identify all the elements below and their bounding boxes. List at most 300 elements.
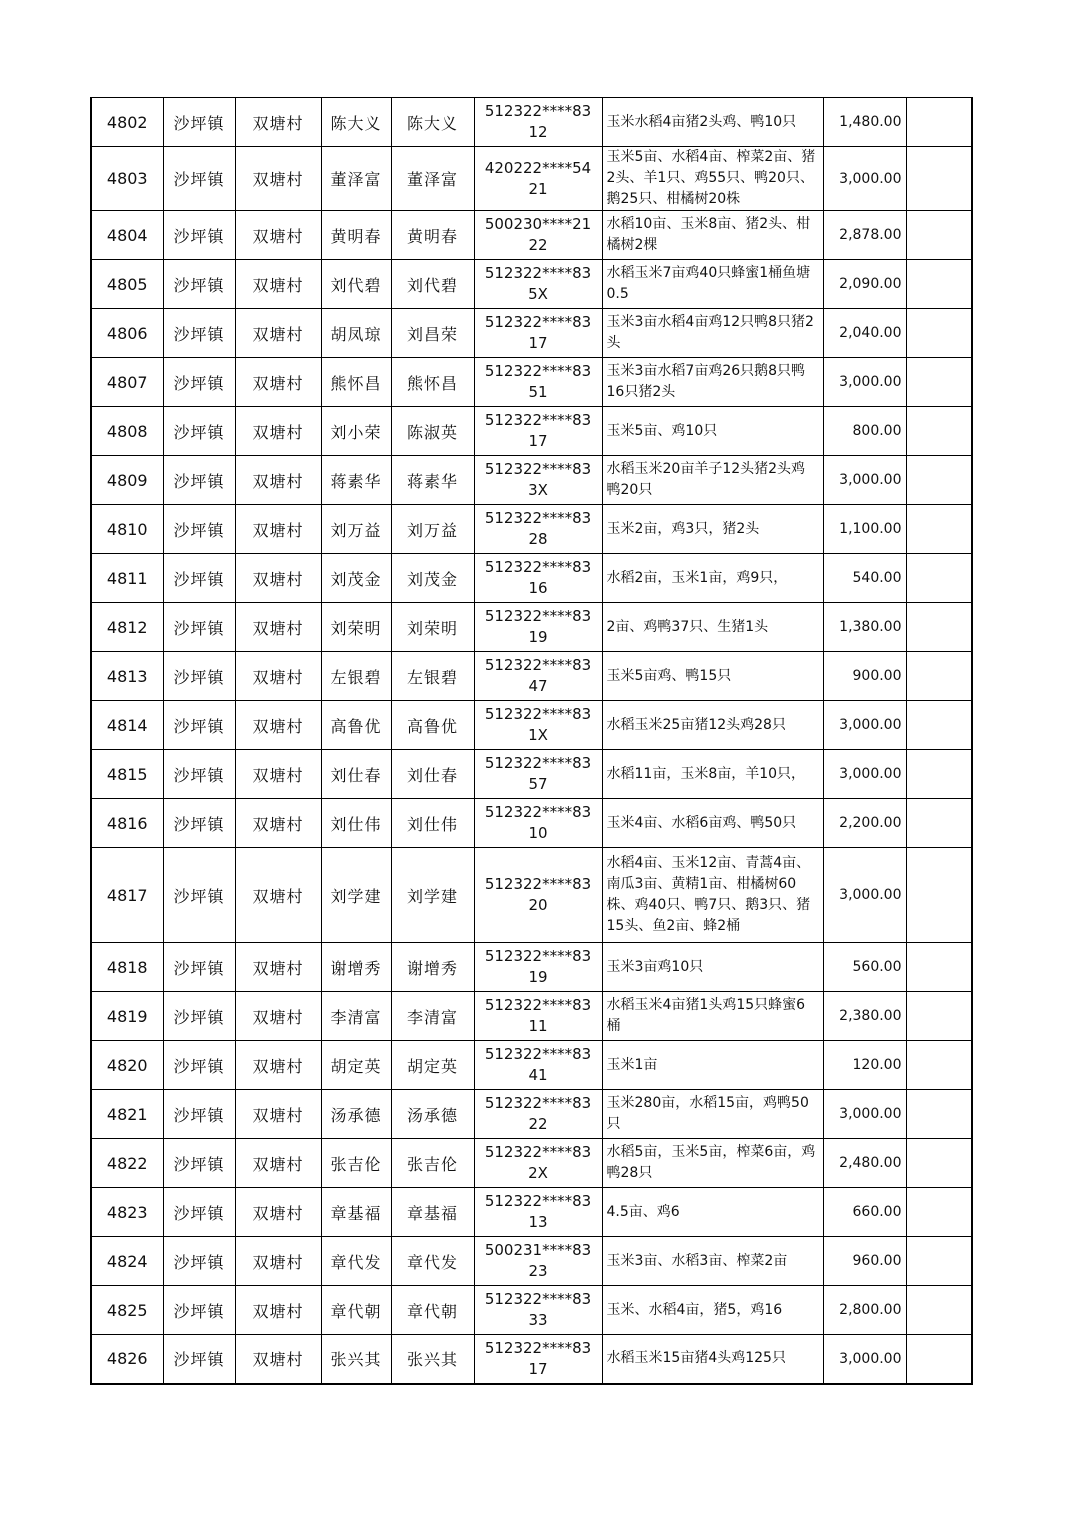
id-number-line-2: 13 [528, 1213, 548, 1231]
blank-cell [906, 848, 972, 943]
amount-cell: 800.00 [823, 407, 906, 456]
description-cell: 水稻4亩、玉米12亩、青蒿4亩、南瓜3亩、黄精1亩、柑橘树60株、鸡40只、鸭7只、鹅3只、猪15头、鱼2亩、蜂2桶 [602, 848, 823, 943]
table-row [91, 260, 972, 309]
description-cell: 玉米5亩、鸡10只 [602, 407, 823, 456]
village-cell: 双塘村 [235, 799, 321, 848]
id-number-cell [474, 1139, 602, 1188]
description-cell: 水稻玉米15亩猪4头鸡125只 [602, 1335, 823, 1384]
name-cell: 刘学建 [321, 848, 391, 943]
blank-cell [906, 652, 972, 701]
name-cell: 刘代碧 [321, 260, 391, 309]
id-number-line-2: 19 [528, 968, 548, 986]
village-cell: 双塘村 [235, 407, 321, 456]
id-number-line-2: 19 [528, 628, 548, 646]
village-cell: 双塘村 [235, 505, 321, 554]
village-cell: 双塘村 [235, 554, 321, 603]
blank-cell [906, 603, 972, 652]
blank-cell [906, 799, 972, 848]
id-number-line-2: 17 [528, 1359, 548, 1378]
description-cell: 玉米280亩，水稻15亩，鸡鸭50只 [602, 1090, 823, 1139]
id-number-cell [474, 750, 602, 799]
description-cell: 水稻5亩，玉米5亩，榨菜6亩，鸡鸭28只 [602, 1139, 823, 1188]
row-number-cell: 4820 [91, 1041, 163, 1090]
id-number-line-1: 512322****83 [484, 754, 592, 772]
amount-cell: 560.00 [823, 943, 906, 992]
name-cell: 高鲁优 [321, 701, 391, 750]
town-cell: 沙坪镇 [163, 505, 235, 554]
row-number-cell: 4822 [91, 1139, 163, 1188]
name-cell: 刘茂金 [321, 554, 391, 603]
name-cell: 陈大义 [321, 98, 391, 147]
table-row [91, 1286, 972, 1335]
holder-cell: 陈大义 [391, 98, 474, 147]
row-number-cell: 4812 [91, 603, 163, 652]
id-number-line-2: 10 [528, 824, 548, 842]
name-cell: 熊怀昌 [321, 358, 391, 407]
id-number-line-2: 21 [528, 179, 548, 198]
name-cell: 黄明春 [321, 211, 391, 260]
holder-cell: 张兴其 [391, 1335, 474, 1384]
description-cell: 水稻玉米7亩鸡40只蜂蜜1桶鱼塘0.5 [602, 260, 823, 309]
table-row [91, 799, 972, 848]
holder-cell: 刘学建 [391, 848, 474, 943]
id-number-cell [474, 211, 602, 260]
id-number-line-2: 33 [528, 1311, 548, 1329]
description-cell: 玉米3亩、水稻3亩、榨菜2亩 [602, 1237, 823, 1286]
row-number-cell: 4809 [91, 456, 163, 505]
id-number-cell [474, 456, 602, 505]
description-cell: 玉米3亩鸡10只 [602, 943, 823, 992]
row-number-cell: 4819 [91, 992, 163, 1041]
table-row [91, 407, 972, 456]
row-number-cell: 4810 [91, 505, 163, 554]
table-row [91, 943, 972, 992]
blank-cell [906, 147, 972, 211]
blank-cell [906, 358, 972, 407]
holder-cell: 胡定英 [391, 1041, 474, 1090]
amount-cell: 3,000.00 [823, 1090, 906, 1139]
table-row [91, 603, 972, 652]
blank-cell [906, 750, 972, 799]
table-row [91, 992, 972, 1041]
town-cell: 沙坪镇 [163, 1237, 235, 1286]
holder-cell: 刘万益 [391, 505, 474, 554]
amount-cell: 660.00 [823, 1188, 906, 1237]
amount-cell: 3,000.00 [823, 147, 906, 211]
row-number-cell: 4826 [91, 1335, 163, 1384]
description-cell: 水稻11亩，玉米8亩，羊10只， [602, 750, 823, 799]
holder-cell: 张吉伦 [391, 1139, 474, 1188]
name-cell: 刘仕伟 [321, 799, 391, 848]
amount-cell: 2,040.00 [823, 309, 906, 358]
town-cell: 沙坪镇 [163, 1188, 235, 1237]
town-cell: 沙坪镇 [163, 309, 235, 358]
id-number-line-1: 512322****83 [484, 264, 592, 282]
blank-cell [906, 309, 972, 358]
table-row [91, 98, 972, 147]
amount-cell: 2,090.00 [823, 260, 906, 309]
name-cell: 章代发 [321, 1237, 391, 1286]
row-number-cell: 4823 [91, 1188, 163, 1237]
village-cell: 双塘村 [235, 1286, 321, 1335]
row-number-cell: 4814 [91, 701, 163, 750]
id-number-cell [474, 505, 602, 554]
description-cell: 水稻玉米25亩猪12头鸡28只 [602, 701, 823, 750]
town-cell: 沙坪镇 [163, 652, 235, 701]
blank-cell [906, 1188, 972, 1237]
holder-cell: 左银碧 [391, 652, 474, 701]
id-number-line-1: 512322****83 [484, 411, 592, 429]
town-cell: 沙坪镇 [163, 750, 235, 799]
description-cell: 玉米3亩水稻4亩鸡12只鸭8只猪2头 [602, 309, 823, 358]
description-cell: 水稻10亩、玉米8亩、猪2头、柑橘树2棵 [602, 211, 823, 260]
holder-cell: 黄明春 [391, 211, 474, 260]
blank-cell [906, 1090, 972, 1139]
town-cell: 沙坪镇 [163, 211, 235, 260]
blank-cell [906, 943, 972, 992]
village-cell: 双塘村 [235, 147, 321, 211]
id-number-cell [474, 1041, 602, 1090]
id-number-line-1: 512322****83 [484, 313, 592, 331]
village-cell: 双塘村 [235, 750, 321, 799]
id-number-line-2: 11 [528, 1017, 548, 1035]
blank-cell [906, 1286, 972, 1335]
name-cell: 谢增秀 [321, 943, 391, 992]
id-number-cell [474, 1237, 602, 1286]
village-cell: 双塘村 [235, 848, 321, 943]
village-cell: 双塘村 [235, 992, 321, 1041]
description-cell: 玉米5亩鸡、鸭15只 [602, 652, 823, 701]
id-number-line-1: 500231****83 [484, 1241, 592, 1259]
id-number-line-1: 512322****83 [484, 1192, 592, 1210]
id-number-line-1: 512322****83 [484, 803, 592, 821]
id-number-cell [474, 358, 602, 407]
town-cell: 沙坪镇 [163, 554, 235, 603]
row-number-cell: 4821 [91, 1090, 163, 1139]
holder-cell: 刘代碧 [391, 260, 474, 309]
id-number-line-2: 1X [528, 726, 548, 744]
table-row [91, 848, 972, 943]
table-row [91, 1237, 972, 1286]
table-row [91, 652, 972, 701]
holder-cell: 刘仕伟 [391, 799, 474, 848]
name-cell: 左银碧 [321, 652, 391, 701]
town-cell: 沙坪镇 [163, 943, 235, 992]
row-number-cell: 4803 [91, 147, 163, 211]
amount-cell: 2,380.00 [823, 992, 906, 1041]
name-cell: 胡定英 [321, 1041, 391, 1090]
id-number-line-2: 3X [528, 481, 548, 499]
amount-cell: 1,480.00 [823, 98, 906, 147]
town-cell: 沙坪镇 [163, 1335, 235, 1384]
id-number-line-2: 16 [528, 579, 548, 597]
table-row [91, 147, 972, 211]
id-number-line-2: 57 [528, 775, 548, 793]
id-number-line-1: 500230****21 [484, 215, 592, 233]
amount-cell: 900.00 [823, 652, 906, 701]
blank-cell [906, 98, 972, 147]
id-number-cell [474, 1335, 602, 1384]
holder-cell: 刘荣明 [391, 603, 474, 652]
row-number-cell: 4817 [91, 848, 163, 943]
amount-cell: 2,800.00 [823, 1286, 906, 1335]
table-row [91, 1188, 972, 1237]
description-cell: 玉米水稻4亩猪2头鸡、鸭10只 [602, 98, 823, 147]
id-number-cell [474, 98, 602, 147]
village-cell: 双塘村 [235, 1090, 321, 1139]
id-number-cell [474, 554, 602, 603]
name-cell: 章基福 [321, 1188, 391, 1237]
holder-cell: 高鲁优 [391, 701, 474, 750]
holder-cell: 汤承德 [391, 1090, 474, 1139]
id-number-line-2: 2X [528, 1164, 548, 1182]
id-number-cell [474, 943, 602, 992]
description-cell: 4.5亩、鸡6 [602, 1188, 823, 1237]
id-number-cell [474, 799, 602, 848]
town-cell: 沙坪镇 [163, 1286, 235, 1335]
holder-cell: 陈淑英 [391, 407, 474, 456]
holder-cell: 章基福 [391, 1188, 474, 1237]
town-cell: 沙坪镇 [163, 98, 235, 147]
id-number-line-1: 512322****83 [484, 509, 592, 527]
id-number-cell [474, 407, 602, 456]
records-table [90, 97, 973, 1385]
id-number-line-2: 17 [528, 432, 548, 450]
id-number-line-1: 512322****83 [484, 1045, 592, 1063]
village-cell: 双塘村 [235, 98, 321, 147]
town-cell: 沙坪镇 [163, 260, 235, 309]
id-number-line-1: 512322****83 [484, 1143, 592, 1161]
amount-cell: 3,000.00 [823, 456, 906, 505]
amount-cell: 3,000.00 [823, 848, 906, 943]
id-number-line-1: 512322****83 [484, 947, 592, 965]
id-number-line-1: 512322****83 [484, 656, 592, 674]
id-number-line-1: 512322****83 [484, 558, 592, 576]
table-row [91, 505, 972, 554]
blank-cell [906, 260, 972, 309]
row-number-cell: 4805 [91, 260, 163, 309]
village-cell: 双塘村 [235, 1237, 321, 1286]
amount-cell: 1,380.00 [823, 603, 906, 652]
id-number-cell [474, 1188, 602, 1237]
amount-cell: 960.00 [823, 1237, 906, 1286]
holder-cell: 刘茂金 [391, 554, 474, 603]
holder-cell: 董泽富 [391, 147, 474, 211]
id-number-cell [474, 309, 602, 358]
name-cell: 张吉伦 [321, 1139, 391, 1188]
id-number-line-1: 512322****83 [484, 705, 592, 723]
blank-cell [906, 505, 972, 554]
row-number-cell: 4804 [91, 211, 163, 260]
village-cell: 双塘村 [235, 1139, 321, 1188]
village-cell: 双塘村 [235, 309, 321, 358]
holder-cell: 章代朝 [391, 1286, 474, 1335]
id-number-line-2: 22 [528, 1115, 548, 1133]
description-cell: 水稻2亩，玉米1亩，鸡9只， [602, 554, 823, 603]
village-cell: 双塘村 [235, 456, 321, 505]
id-number-cell [474, 147, 602, 211]
amount-cell: 120.00 [823, 1041, 906, 1090]
town-cell: 沙坪镇 [163, 1139, 235, 1188]
table-row [91, 1335, 972, 1384]
table-row [91, 554, 972, 603]
id-number-line-1: 512322****83 [484, 1338, 592, 1357]
table-row [91, 456, 972, 505]
blank-cell [906, 992, 972, 1041]
id-number-line-2: 41 [528, 1066, 548, 1084]
table-row [91, 750, 972, 799]
id-number-line-1: 512322****83 [484, 996, 592, 1014]
id-number-line-1: 512322****83 [484, 362, 592, 380]
town-cell: 沙坪镇 [163, 1090, 235, 1139]
village-cell: 双塘村 [235, 603, 321, 652]
amount-cell: 3,000.00 [823, 701, 906, 750]
village-cell: 双塘村 [235, 358, 321, 407]
name-cell: 章代朝 [321, 1286, 391, 1335]
town-cell: 沙坪镇 [163, 701, 235, 750]
blank-cell [906, 1335, 972, 1384]
table-row [91, 1090, 972, 1139]
amount-cell: 3,000.00 [823, 750, 906, 799]
id-number-line-1: 512322****83 [484, 875, 592, 893]
blank-cell [906, 554, 972, 603]
village-cell: 双塘村 [235, 260, 321, 309]
id-number-line-2: 17 [528, 334, 548, 352]
town-cell: 沙坪镇 [163, 407, 235, 456]
name-cell: 汤承德 [321, 1090, 391, 1139]
holder-cell: 李清富 [391, 992, 474, 1041]
id-number-line-2: 23 [528, 1262, 548, 1280]
village-cell: 双塘村 [235, 701, 321, 750]
id-number-line-1: 512322****83 [484, 1094, 592, 1112]
id-number-line-1: 512322****83 [484, 460, 592, 478]
amount-cell: 2,200.00 [823, 799, 906, 848]
town-cell: 沙坪镇 [163, 848, 235, 943]
description-cell: 玉米3亩水稻7亩鸡26只鹅8只鸭16只猪2头 [602, 358, 823, 407]
town-cell: 沙坪镇 [163, 358, 235, 407]
id-number-cell [474, 260, 602, 309]
description-cell: 玉米2亩，鸡3只，猪2头 [602, 505, 823, 554]
id-number-line-1: 512322****83 [484, 102, 592, 120]
row-number-cell: 4815 [91, 750, 163, 799]
row-number-cell: 4807 [91, 358, 163, 407]
village-cell: 双塘村 [235, 1188, 321, 1237]
blank-cell [906, 407, 972, 456]
id-number-cell [474, 652, 602, 701]
town-cell: 沙坪镇 [163, 603, 235, 652]
name-cell: 刘荣明 [321, 603, 391, 652]
id-number-cell [474, 701, 602, 750]
name-cell: 蒋素华 [321, 456, 391, 505]
name-cell: 刘小荣 [321, 407, 391, 456]
row-number-cell: 4824 [91, 1237, 163, 1286]
holder-cell: 刘仕春 [391, 750, 474, 799]
row-number-cell: 4818 [91, 943, 163, 992]
id-number-cell [474, 1286, 602, 1335]
id-number-line-1: 420222****54 [484, 158, 592, 177]
town-cell: 沙坪镇 [163, 456, 235, 505]
village-cell: 双塘村 [235, 652, 321, 701]
name-cell: 胡凤琼 [321, 309, 391, 358]
amount-cell: 3,000.00 [823, 1335, 906, 1384]
town-cell: 沙坪镇 [163, 147, 235, 211]
row-number-cell: 4816 [91, 799, 163, 848]
holder-cell: 谢增秀 [391, 943, 474, 992]
village-cell: 双塘村 [235, 943, 321, 992]
holder-cell: 熊怀昌 [391, 358, 474, 407]
table-row [91, 1041, 972, 1090]
amount-cell: 3,000.00 [823, 358, 906, 407]
row-number-cell: 4808 [91, 407, 163, 456]
blank-cell [906, 1139, 972, 1188]
name-cell: 刘仕春 [321, 750, 391, 799]
description-cell: 玉米、水稻4亩，猪5，鸡16 [602, 1286, 823, 1335]
id-number-line-2: 12 [528, 123, 548, 141]
id-number-line-2: 20 [528, 896, 548, 914]
id-number-line-2: 28 [528, 530, 548, 548]
id-number-cell [474, 1090, 602, 1139]
town-cell: 沙坪镇 [163, 992, 235, 1041]
village-cell: 双塘村 [235, 1041, 321, 1090]
blank-cell [906, 1041, 972, 1090]
blank-cell [906, 701, 972, 750]
row-number-cell: 4813 [91, 652, 163, 701]
table-row [91, 358, 972, 407]
amount-cell: 540.00 [823, 554, 906, 603]
id-number-line-2: 51 [528, 383, 548, 401]
row-number-cell: 4802 [91, 98, 163, 147]
id-number-cell [474, 848, 602, 943]
name-cell: 张兴其 [321, 1335, 391, 1384]
description-cell: 水稻玉米4亩猪1头鸡15只蜂蜜6桶 [602, 992, 823, 1041]
row-number-cell: 4806 [91, 309, 163, 358]
holder-cell: 刘昌荣 [391, 309, 474, 358]
amount-cell: 2,480.00 [823, 1139, 906, 1188]
description-cell: 2亩、鸡鸭37只、生猪1头 [602, 603, 823, 652]
table-row [91, 701, 972, 750]
id-number-line-1: 512322****83 [484, 607, 592, 625]
holder-cell: 章代发 [391, 1237, 474, 1286]
row-number-cell: 4825 [91, 1286, 163, 1335]
town-cell: 沙坪镇 [163, 799, 235, 848]
table-row [91, 309, 972, 358]
name-cell: 李清富 [321, 992, 391, 1041]
amount-cell: 2,878.00 [823, 211, 906, 260]
id-number-line-2: 47 [528, 677, 548, 695]
description-cell: 玉米1亩 [602, 1041, 823, 1090]
holder-cell: 蒋素华 [391, 456, 474, 505]
village-cell: 双塘村 [235, 1335, 321, 1384]
amount-cell: 1,100.00 [823, 505, 906, 554]
id-number-line-1: 512322****83 [484, 1290, 592, 1308]
town-cell: 沙坪镇 [163, 1041, 235, 1090]
description-cell: 玉米4亩、水稻6亩鸡、鸭50只 [602, 799, 823, 848]
id-number-line-2: 5X [528, 285, 548, 303]
table-row [91, 211, 972, 260]
blank-cell [906, 1237, 972, 1286]
id-number-line-2: 22 [528, 236, 548, 254]
name-cell: 董泽富 [321, 147, 391, 211]
table-row [91, 1139, 972, 1188]
blank-cell [906, 211, 972, 260]
id-number-cell [474, 992, 602, 1041]
village-cell: 双塘村 [235, 211, 321, 260]
id-number-cell [474, 603, 602, 652]
row-number-cell: 4811 [91, 554, 163, 603]
name-cell: 刘万益 [321, 505, 391, 554]
blank-cell [906, 456, 972, 505]
description-cell: 玉米5亩、水稻4亩、榨菜2亩、猪2头、羊1只、鸡55只、鸭20只、鹅25只、柑橘树20株 [602, 147, 823, 211]
